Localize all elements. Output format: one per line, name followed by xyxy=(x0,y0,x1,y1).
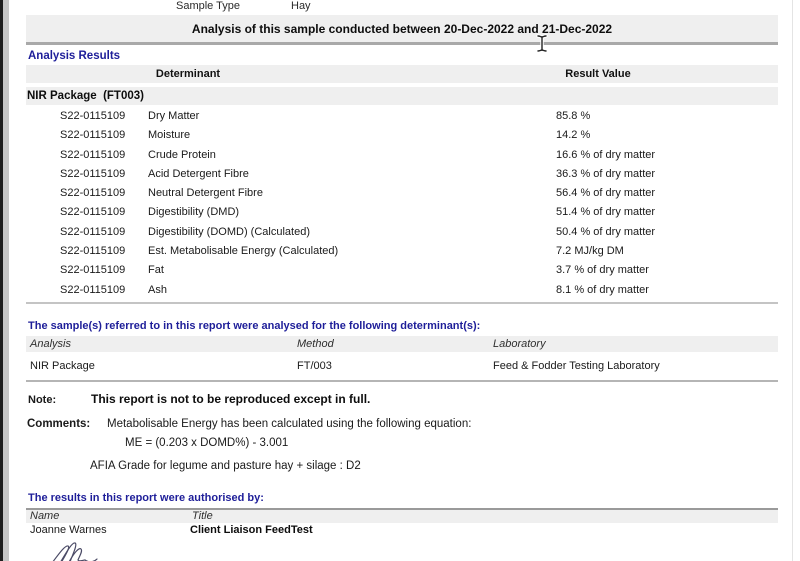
sample-id-cell: S22-0115109 xyxy=(60,245,126,258)
table-row xyxy=(0,184,800,203)
sample-id-cell: S22-0115109 xyxy=(60,225,126,238)
sample-id-cell: S22-0115109 xyxy=(60,206,126,219)
table-row xyxy=(0,242,800,261)
analysis-period-banner xyxy=(26,15,778,45)
determinants-heading: The sample(s) referred to in this report were analysed for the following determinant(s): xyxy=(28,320,481,332)
note-text: This report is not to be reproduced except in full. xyxy=(91,392,371,406)
table-row xyxy=(0,165,800,184)
signature-image xyxy=(50,540,106,561)
authorised-table-header xyxy=(26,510,778,523)
method-cell: FT/003 xyxy=(297,360,332,372)
result-value-cell: 8.1 % of dry matter xyxy=(556,283,649,296)
sample-id-cell: S22-0115109 xyxy=(60,129,126,142)
name-column-header: Name xyxy=(30,510,60,522)
note-label: Note: xyxy=(28,394,57,406)
result-value-cell: 56.4 % of dry matter xyxy=(556,187,656,200)
result-value-column-header: Result Value xyxy=(565,68,631,80)
table-row xyxy=(0,126,800,145)
determinants-table-row xyxy=(26,358,778,374)
table-row xyxy=(0,261,800,280)
determinant-cell: Neutral Detergent Fibre xyxy=(148,187,263,200)
sample-id-cell: S22-0115109 xyxy=(60,148,126,161)
laboratory-column-header: Laboratory xyxy=(493,338,546,350)
determinant-cell: Digestibility (DMD) xyxy=(148,206,240,219)
table-row xyxy=(0,107,800,126)
analysis-cell: NIR Package xyxy=(30,360,95,372)
analysis-period-text: Analysis of this sample conducted between 20-Dec-2022 and 21-Dec-2022 xyxy=(191,21,613,36)
table-row xyxy=(0,223,800,242)
sample-type-label: Sample Type xyxy=(176,0,241,12)
result-value-cell: 50.4 % of dry matter xyxy=(556,225,656,238)
comments-label: Comments: xyxy=(27,418,91,430)
sample-type-value: Hay xyxy=(291,0,311,12)
text-cursor-icon xyxy=(536,34,548,53)
sample-id-cell: S22-0115109 xyxy=(60,264,126,277)
result-value-cell: 16.6 % of dry matter xyxy=(556,148,656,161)
comments-afia-grade: AFIA Grade for legume and pasture hay + silage : D2 xyxy=(90,460,361,472)
authorised-table-row xyxy=(26,523,778,537)
result-value-cell: 85.8 % xyxy=(556,110,591,122)
determinants-table-header xyxy=(26,336,778,352)
title-column-header: Title xyxy=(192,510,213,522)
analysis-column-header: Analysis xyxy=(30,338,71,350)
analysis-results-heading: Analysis Results xyxy=(28,50,121,62)
authorised-heading: The results in this report were authorised by: xyxy=(28,492,264,504)
results-table-body xyxy=(0,107,800,300)
method-column-header: Method xyxy=(297,338,334,350)
nir-package-group-header: NIR Package (FT003) xyxy=(26,87,778,105)
comments-line-1: Metabolisable Energy has been calculated using the following equation: xyxy=(107,418,472,430)
determinant-cell: Digestibility (DOMD) (Calculated) xyxy=(148,225,310,238)
table-row xyxy=(0,146,800,165)
determinant-column-header: Determinant xyxy=(155,68,221,80)
determinant-cell: Crude Protein xyxy=(148,148,216,161)
table-row xyxy=(0,203,800,222)
section-divider xyxy=(26,380,778,382)
result-value-cell: 51.4 % of dry matter xyxy=(556,206,656,219)
determinant-cell: Acid Detergent Fibre xyxy=(148,167,249,180)
laboratory-cell: Feed & Fodder Testing Laboratory xyxy=(493,360,660,372)
sample-id-cell: S22-0115109 xyxy=(60,283,126,296)
section-divider xyxy=(26,302,778,304)
authoriser-title: Client Liaison FeedTest xyxy=(190,524,313,536)
determinant-cell: Est. Metabolisable Energy (Calculated) xyxy=(148,245,339,258)
sample-id-cell: S22-0115109 xyxy=(60,167,126,180)
sample-id-cell: S22-0115109 xyxy=(60,187,126,200)
authoriser-name: Joanne Warnes xyxy=(30,524,107,536)
sample-id-cell: S22-0115109 xyxy=(60,110,126,122)
results-table-header xyxy=(26,65,778,83)
determinant-cell: Dry Matter xyxy=(148,110,200,122)
result-value-cell: 7.2 MJ/kg DM xyxy=(556,245,624,258)
determinant-cell: Moisture xyxy=(148,129,191,142)
table-row xyxy=(0,281,800,300)
result-value-cell: 3.7 % of dry matter xyxy=(556,264,649,277)
determinant-cell: Fat xyxy=(148,264,164,277)
comments-equation: ME = (0.203 x DOMD%) - 3.001 xyxy=(125,437,289,449)
result-value-cell: 14.2 % xyxy=(556,129,591,142)
result-value-cell: 36.3 % of dry matter xyxy=(556,167,656,180)
determinant-cell: Ash xyxy=(148,283,167,296)
